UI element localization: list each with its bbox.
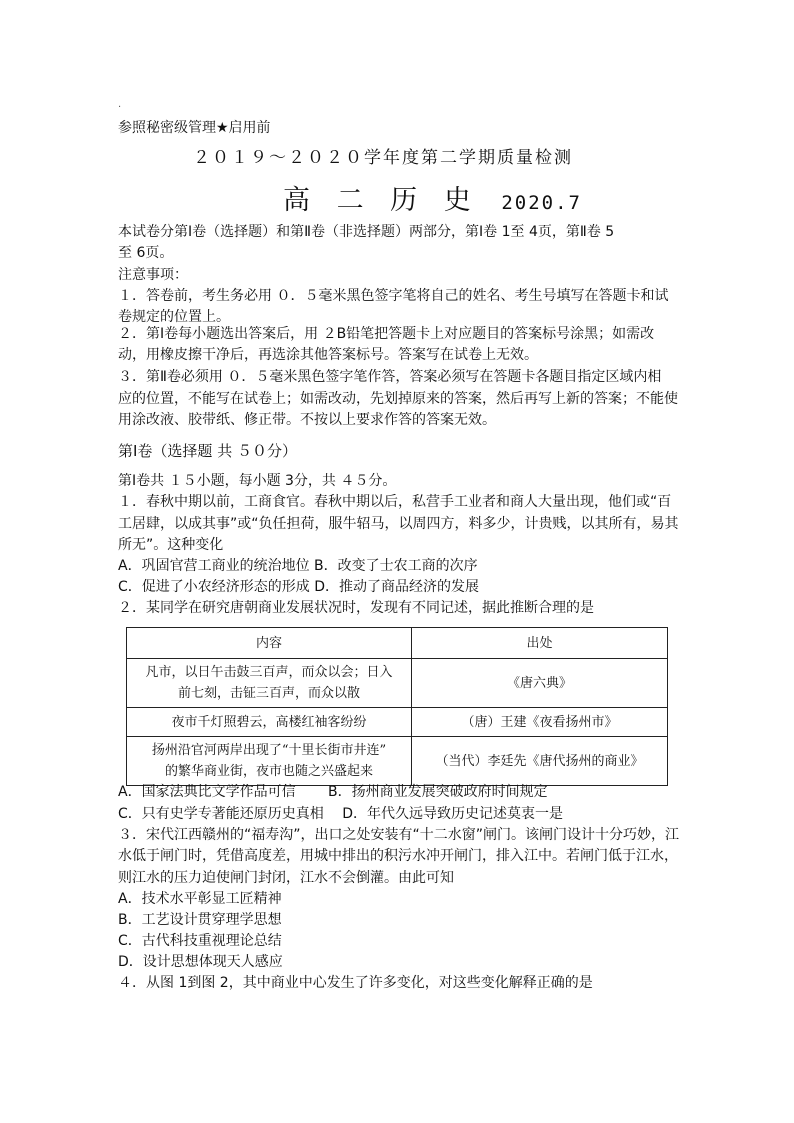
question-3-stem: 水低于闸门时，凭借高度差，用城中排出的积污水冲开闸门，排入江中。若闸门低于江水， (118, 848, 678, 864)
question-1-options: A．巩固官营工商业的统治地位 B．改变了士农工商的次序 (118, 558, 478, 574)
table-header-source: 出处 (412, 628, 668, 659)
question-4-stem: ４．从图 1到图 2，其中商业中心发生了许多变化，对这些变化解释正确的是 (118, 975, 593, 991)
question-1-stem: 工居肆，以成其事”或“负任担荷，服牛轺马，以周四方，料多少，计贵贱，以其所有，易其 (118, 516, 679, 532)
question-3-option: B．工艺设计贯穿理学思想 (118, 912, 282, 928)
exam-title: ２０１９～２０２０学年度第二学期质量检测 (193, 148, 573, 168)
question-3-option: A．技术水平彰显工匠精神 (118, 891, 282, 907)
question-3-stem: ３．宋代江西赣州的“福寿沟”，出口之处安装有“十二水窗”闸门。该闸门设计十分巧妙，江 (118, 827, 680, 843)
subject-name: 高 二 历 史 (283, 185, 480, 216)
table-header-content: 内容 (127, 628, 412, 659)
table-row (127, 737, 668, 786)
cell-text-line: 扬州沿官河两岸出现了“十里长街市井连” (151, 743, 387, 758)
exam-date: 2020.7 (501, 192, 582, 214)
confidentiality-note: 参照秘密级管理★启用前 (118, 120, 271, 136)
question-2-options: C．只有史学专著能还原历史真相 D．年代久远导致历史记述莫衷一是 (118, 806, 564, 822)
table-row (127, 708, 668, 737)
notice-item-line: 卷规定的位置上。 (118, 309, 230, 325)
notice-item-line: １．答卷前，考生务必用 ０．５毫米黑色签字笔将自己的姓名、考生号填写在答题卡和试 (118, 288, 669, 304)
section-heading: 第Ⅰ卷（选择题 共 ５０分） (118, 442, 297, 460)
question-2-options: A．国家法典比文学作品可信 B．扬州商业发展突破政府时间规定 (118, 784, 548, 800)
cell-text-line: 凡市，以日午击鼓三百声，而众以会；日入 (145, 665, 393, 680)
table-row (127, 659, 668, 708)
notice-item-line: 用涂改液、胶带纸、修正带。不按以上要求作答的答案无效。 (118, 412, 496, 428)
question-1-stem: 所无”。这种变化 (118, 537, 224, 553)
intro-line-2: 至 6页。 (118, 245, 174, 261)
table-cell-source: （当代）李廷先《唐代扬州的商业》 (412, 737, 668, 786)
source-table (126, 627, 668, 786)
question-3-option: C．古代科技重视理论总结 (118, 933, 282, 949)
table-cell-content: 夜市千灯照碧云，高楼红袖客纷纷 (127, 708, 412, 737)
notice-title: 注意事项： (118, 267, 188, 283)
question-3-stem: 则江水的压力迫使闸门封闭，江水不会倒灌。由此可知 (118, 870, 454, 886)
cell-text-line: 前七刻，击钲三百声，而众以散 (177, 686, 360, 701)
question-1-stem: １．春秋中期以前，工商食官。春秋中期以后，私营手工业者和商人大量出现，他们或“百 (118, 494, 672, 510)
notice-item-line: ２．第Ⅰ卷每小题选出答案后，用 ２B铅笔把答题卡上对应题目的答案标号涂黑；如需改 (118, 326, 655, 342)
intro-line-1: 本试卷分第Ⅰ卷（选择题）和第Ⅱ卷（非选择题）两部分，第Ⅰ卷 1至 4页，第Ⅱ卷 5 (118, 224, 615, 240)
section-summary: 第Ⅰ卷共 １５小题，每小题 3分，共 ４５分。 (118, 473, 397, 489)
table-cell-source: （唐）王建《夜看扬州市》 (412, 708, 668, 737)
table-cell-content (127, 659, 412, 708)
question-3-option: D．设计思想体现天人感应 (118, 954, 283, 970)
table-header-row (127, 628, 668, 659)
subject-title (283, 184, 582, 220)
cell-text-line: 的繁华商业街，夜市也随之兴盛起来 (164, 764, 373, 779)
notice-item-line: 应的位置，不能写在试卷上；如需改动，先划掉原来的答案，然后再写上新的答案；不能使 (118, 391, 678, 407)
question-1-options: C．促进了小农经济形态的形成 D．推动了商品经济的发展 (118, 579, 480, 595)
table-cell-content (127, 737, 412, 786)
notice-item-line: 动，用橡皮擦干净后，再选涂其他答案标号。答案写在试卷上无效。 (118, 347, 538, 363)
stray-dot: . (118, 99, 122, 110)
notice-item-line: ３．第Ⅱ卷必须用 ０．５毫米黑色签字笔作答，答案必须写在答题卡各题目指定区域内相 (118, 369, 662, 385)
question-2-stem: ２．某同学在研究唐朝商业发展状况时，发现有不同记述，据此推断合理的是 (118, 600, 594, 616)
table-cell-source: 《唐六典》 (412, 659, 668, 708)
